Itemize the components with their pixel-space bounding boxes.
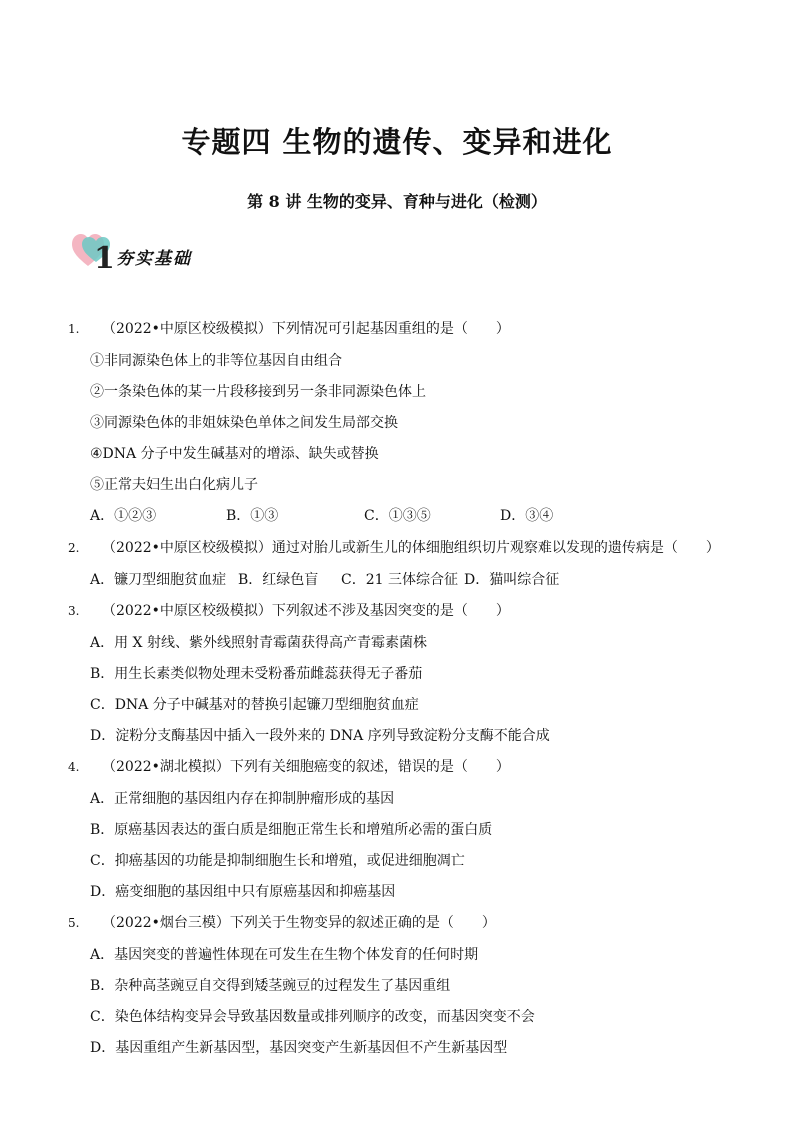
answer-option-c[interactable]: C．抑癌基因的功能是抑制细胞生长和增殖，或促进细胞凋亡	[90, 853, 465, 869]
answer-option-b[interactable]: B．用生长素类似物处理未受粉番茄雌蕊获得无子番茄	[90, 666, 423, 682]
answer-option-b[interactable]: B．红绿色盲	[238, 572, 319, 588]
answer-option-a[interactable]: A．①②③	[90, 508, 157, 524]
answer-option-c[interactable]: C．①③⑤	[364, 508, 431, 524]
answer-option-b[interactable]: B．①③	[226, 508, 279, 524]
page-title: 专题四 生物的遗传、变异和进化	[181, 125, 613, 159]
question-stem: （2022•烟台三模）下列关于生物变异的叙述正确的是（ ）	[102, 915, 496, 931]
question-item: ①非同源染色体上的非等位基因自由组合	[90, 353, 342, 369]
question-stem: （2022•湖北模拟）下列有关细胞癌变的叙述，错误的是（ ）	[102, 759, 510, 775]
section-label: 夯实基础	[116, 249, 192, 269]
question-number: 3.	[68, 604, 80, 618]
question-number: 1.	[68, 322, 80, 336]
question-item: ⑤正常夫妇生出白化病儿子	[90, 477, 258, 493]
answer-option-c[interactable]: C．染色体结构变异会导致基因数量或排列顺序的改变，而基因突变不会	[90, 1009, 535, 1025]
question-item: ③同源染色体的非姐妹染色单体之间发生局部交换	[90, 415, 398, 431]
answer-option-d[interactable]: D．淀粉分支酶基因中插入一段外来的 DNA 序列导致淀粉分支酶不能合成	[90, 728, 550, 744]
answer-option-b[interactable]: B．杂种高茎豌豆自交得到矮茎豌豆的过程发生了基因重组	[90, 978, 451, 994]
answer-option-d[interactable]: D．基因重组产生新基因型，基因突变产生新基因但不产生新基因型	[90, 1040, 508, 1056]
answer-option-d[interactable]: D．③④	[500, 508, 554, 524]
section-number: 1	[94, 241, 115, 272]
answer-option-c[interactable]: C．21 三体综合征	[341, 572, 458, 588]
answer-option-a[interactable]: A．基因突变的普遍性体现在可发生在生物个体发育的任何时期	[90, 947, 479, 963]
answer-option-c[interactable]: C．DNA 分子中碱基对的替换引起镰刀型细胞贫血症	[90, 697, 419, 713]
heart-number-icon	[72, 232, 116, 272]
answer-option-b[interactable]: B．原癌基因表达的蛋白质是细胞正常生长和增殖所必需的蛋白质	[90, 822, 493, 838]
question-number: 5.	[68, 916, 80, 930]
question-stem: （2022•中原区校级模拟）通过对胎儿或新生儿的体细胞组织切片观察难以发现的遗传病是（ ）	[102, 540, 720, 556]
question-stem: （2022•中原区校级模拟）下列情况可引起基因重组的是（ ）	[102, 321, 510, 337]
answer-option-a[interactable]: A．用 X 射线、紫外线照射青霉菌获得高产青霉素菌株	[90, 635, 427, 651]
section-header	[72, 232, 272, 272]
question-item: ②一条染色体的某一片段移接到另一条非同源染色体上	[90, 384, 426, 400]
page-subtitle: 第 8 讲 生物的变异、育种与进化（检测）	[247, 192, 547, 211]
answer-option-a[interactable]: A．正常细胞的基因组内存在抑制肿瘤形成的基因	[90, 791, 395, 807]
question-item: ④DNA 分子中发生碱基对的增添、缺失或替换	[90, 446, 379, 462]
answer-option-d[interactable]: D．猫叫综合征	[464, 572, 560, 588]
answer-option-a[interactable]: A．镰刀型细胞贫血症	[90, 572, 227, 588]
question-stem: （2022•中原区校级模拟）下列叙述不涉及基因突变的是（ ）	[102, 603, 510, 619]
question-number: 4.	[68, 760, 80, 774]
answer-option-d[interactable]: D．癌变细胞的基因组中只有原癌基因和抑癌基因	[90, 884, 396, 900]
question-number: 2.	[68, 541, 80, 555]
